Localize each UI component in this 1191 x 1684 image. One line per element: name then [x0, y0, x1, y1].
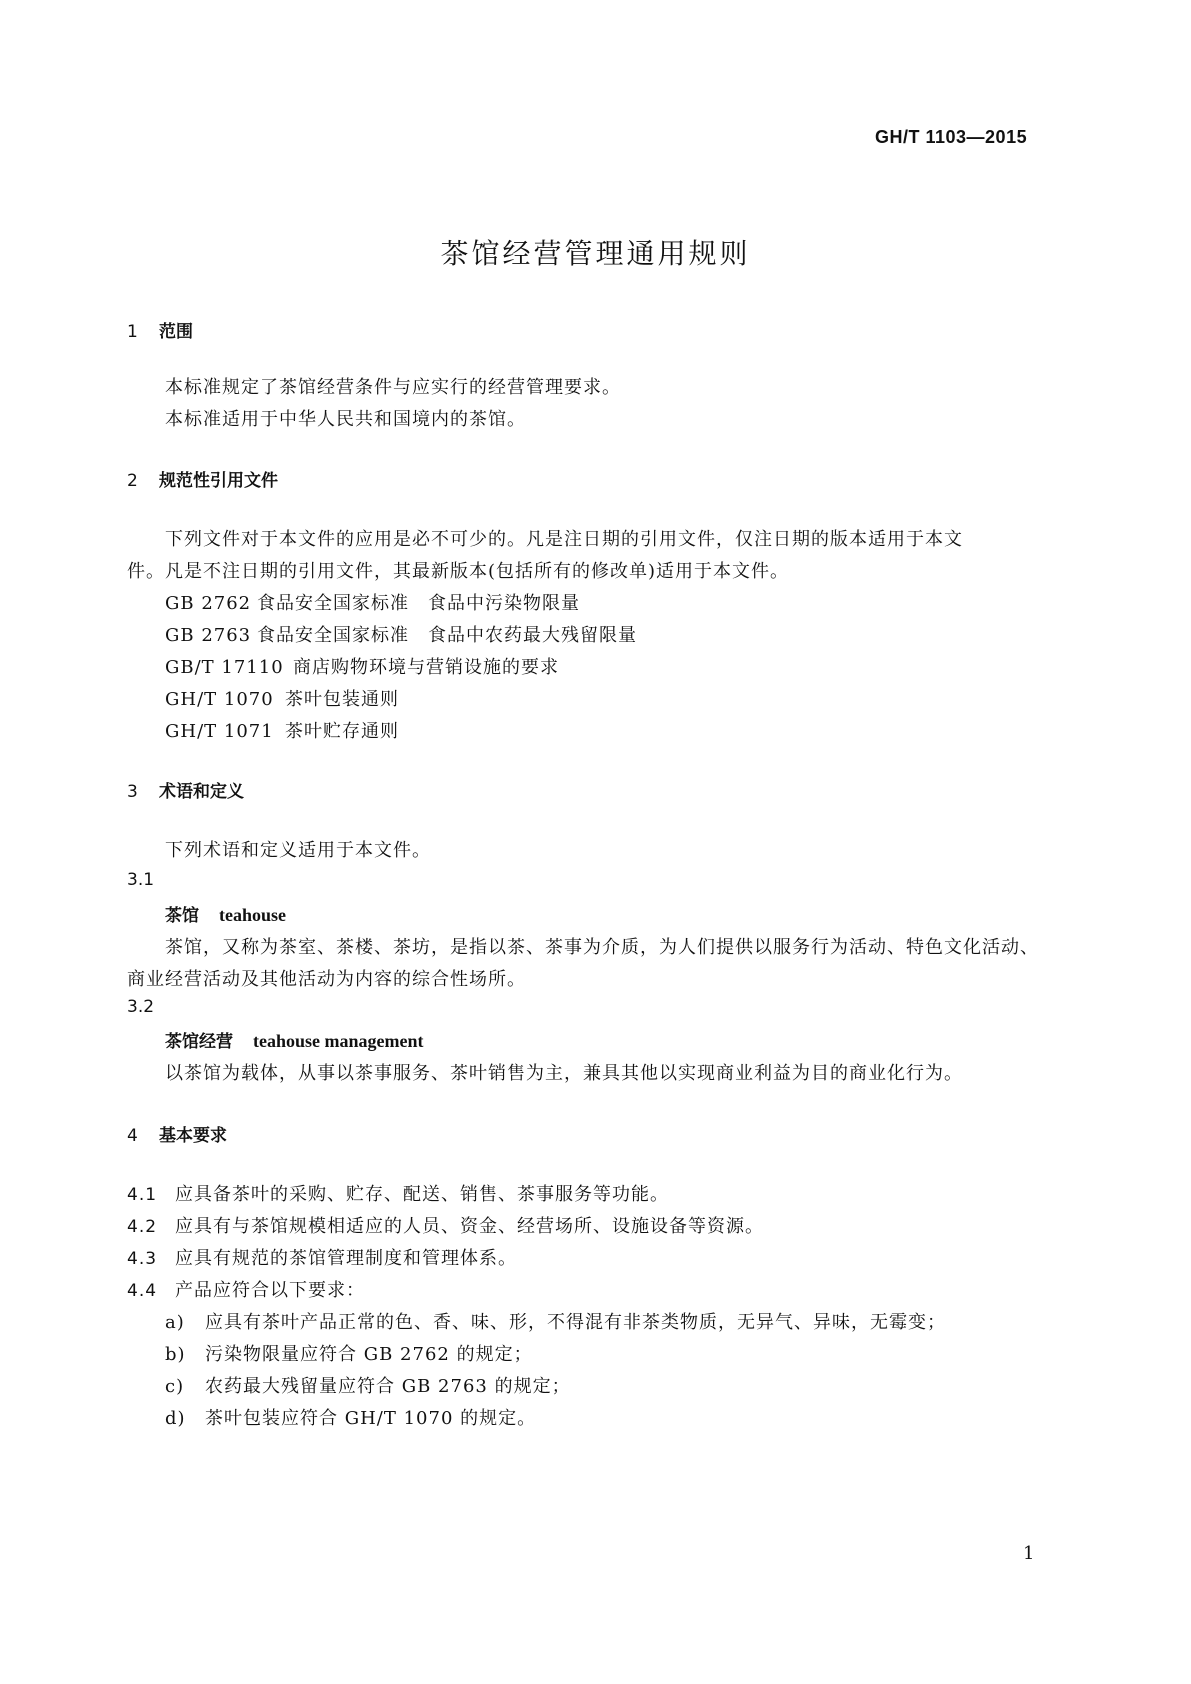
sub-item-text: 茶叶包装应符合 GH/T 1070 的规定。 — [205, 1408, 537, 1429]
paragraph: 下列术语和定义适用于本文件。 — [165, 840, 431, 861]
term-definition: 以茶馆为载体，从事以茶事服务、茶叶销售为主，兼具其他以实现商业利益为目的商业化行为。 — [165, 1063, 963, 1084]
reference-code: GH/T 1071 — [165, 721, 274, 742]
term-en: teahouse — [219, 905, 286, 925]
item-text: 应具备茶叶的采购、贮存、配送、销售、茶事服务等功能。 — [175, 1184, 669, 1205]
reference-title: 食品安全国家标准 食品中农药最大残留限量 — [257, 625, 637, 646]
reference-item — [165, 589, 580, 615]
reference-code: GB 2763 — [165, 625, 252, 646]
document-title: 茶馆经营管理通用规则 — [440, 237, 751, 270]
item-text: 应具有与茶馆规模相适应的人员、资金、经营场所、设施设备等资源。 — [175, 1216, 764, 1237]
reference-item — [165, 653, 559, 679]
term-definition: 茶馆，又称为茶室、茶楼、茶坊，是指以茶、茶事为介质，为人们提供以服务行为活动、特色文化活动、 — [165, 937, 1039, 958]
reference-item — [165, 717, 399, 743]
term-heading — [165, 901, 286, 926]
sub-item-label: c) — [165, 1376, 185, 1397]
reference-title: 茶叶贮存通则 — [285, 721, 399, 742]
section-3-heading — [127, 777, 244, 802]
paragraph: 本标准适用于中华人民共和国境内的茶馆。 — [165, 409, 526, 430]
section-4-heading — [127, 1121, 227, 1146]
term-zh: 茶馆经营 — [165, 1032, 233, 1052]
reference-code: GB/T 17110 — [165, 657, 284, 678]
paragraph: 件。凡是不注日期的引用文件，其最新版本(包括所有的修改单)适用于本文件。 — [127, 561, 790, 582]
sub-item — [165, 1404, 536, 1430]
term-en: teahouse management — [253, 1031, 424, 1051]
sub-item-text: 应具有茶叶产品正常的色、香、味、形，不得混有非茶类物质，无异气、异味，无霉变； — [205, 1312, 946, 1333]
term-number: 3.2 — [127, 997, 155, 1017]
paragraph: 下列文件对于本文件的应用是必不可少的。凡是注日期的引用文件，仅注日期的版本适用于本文 — [165, 529, 963, 550]
paragraph: 本标准规定了茶馆经营条件与应实行的经营管理要求。 — [165, 377, 621, 398]
item-number: 4.1 — [127, 1185, 158, 1205]
section-2-heading — [127, 466, 278, 491]
section-title: 术语和定义 — [159, 782, 244, 802]
reference-item — [165, 621, 637, 647]
sub-item — [165, 1308, 946, 1334]
reference-title: 茶叶包装通则 — [285, 689, 399, 710]
requirement-item — [127, 1244, 517, 1270]
section-number: 3 — [127, 782, 138, 802]
sub-item-label: d) — [165, 1408, 186, 1429]
requirement-item — [127, 1276, 365, 1302]
term-zh: 茶馆 — [165, 906, 199, 926]
section-number: 2 — [127, 471, 138, 491]
reference-title: 商店购物环境与营销设施的要求 — [293, 657, 559, 678]
item-number: 4.3 — [127, 1249, 158, 1269]
requirement-item — [127, 1212, 764, 1238]
section-number: 1 — [127, 322, 138, 342]
standard-number: GH/T 1103—2015 — [875, 127, 1028, 147]
reference-item — [165, 685, 399, 711]
section-title: 规范性引用文件 — [159, 471, 278, 491]
reference-title: 食品安全国家标准 食品中污染物限量 — [257, 593, 580, 614]
sub-item-text: 污染物限量应符合 GB 2762 的规定； — [205, 1344, 533, 1365]
requirement-item — [127, 1180, 669, 1206]
sub-item-label: b) — [165, 1344, 186, 1365]
item-number: 4.2 — [127, 1217, 158, 1237]
item-text: 产品应符合以下要求： — [175, 1280, 365, 1301]
page-number: 1 — [1023, 1543, 1035, 1564]
reference-code: GB 2762 — [165, 593, 252, 614]
item-text: 应具有规范的茶馆管理制度和管理体系。 — [175, 1248, 517, 1269]
section-1-heading — [127, 317, 193, 342]
item-number: 4.4 — [127, 1281, 158, 1301]
section-title: 基本要求 — [159, 1126, 227, 1146]
section-title: 范围 — [159, 322, 193, 342]
term-heading — [165, 1027, 423, 1052]
sub-item-text: 农药最大残留量应符合 GB 2763 的规定； — [205, 1376, 571, 1397]
reference-code: GH/T 1070 — [165, 689, 274, 710]
term-number: 3.1 — [127, 870, 155, 890]
term-definition: 商业经营活动及其他活动为内容的综合性场所。 — [127, 969, 526, 990]
section-number: 4 — [127, 1126, 138, 1146]
sub-item — [165, 1340, 533, 1366]
sub-item-label: a) — [165, 1312, 185, 1333]
sub-item — [165, 1372, 571, 1398]
